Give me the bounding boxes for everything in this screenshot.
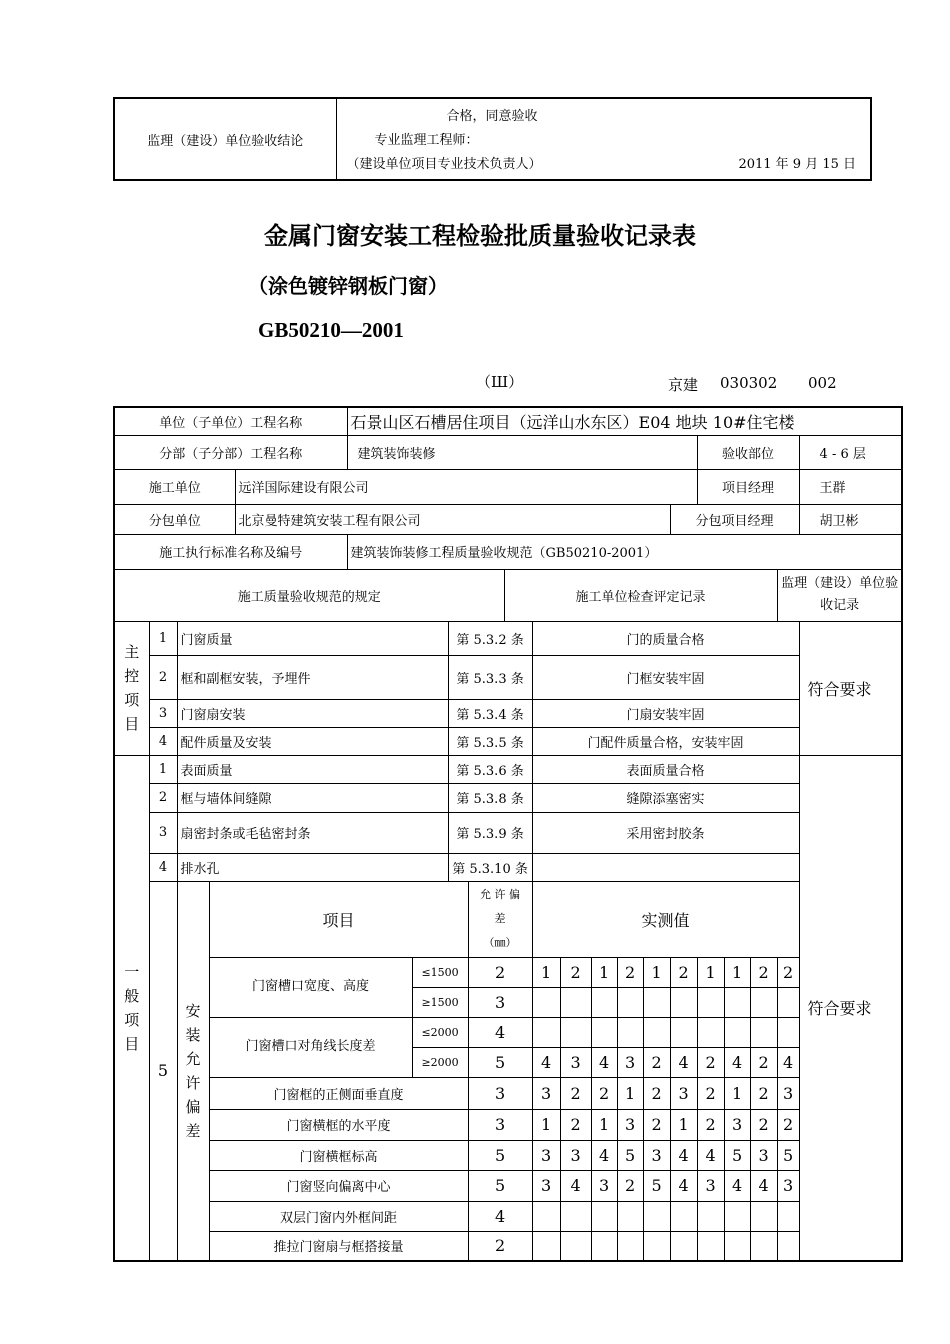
item-record: 采用密封胶条 <box>532 812 799 853</box>
item-no: 4 <box>149 727 177 755</box>
measured-value <box>591 1231 617 1261</box>
inspection-table <box>113 406 903 1262</box>
conclusion-label: 监理（建设）单位验收结论 <box>114 98 336 180</box>
measured-value <box>617 1017 643 1047</box>
conclusion-table <box>113 97 872 181</box>
measured-value: 4 <box>724 1047 750 1077</box>
subcontractor-value: 北京曼特建筑安装工程有限公司 <box>235 504 670 534</box>
measured-value: 3 <box>532 1140 560 1170</box>
item-clause: 第 5.3.5 条 <box>448 727 532 755</box>
subcontractor-label: 分包单位 <box>114 504 235 534</box>
measured-value: 2 <box>750 1109 777 1140</box>
measured-value: 2 <box>777 1109 799 1140</box>
measured-value <box>670 1231 697 1261</box>
measured-value: 2 <box>560 957 591 987</box>
measured-value: 2 <box>617 957 643 987</box>
measured-value <box>724 1201 750 1231</box>
part-name-value: 建筑装饰装修 <box>347 435 697 469</box>
part-name-label: 分部（子分部）工程名称 <box>114 435 347 469</box>
item-no: 3 <box>149 699 177 727</box>
measured-value <box>724 1017 750 1047</box>
measured-value: 4 <box>560 1170 591 1201</box>
measured-value <box>617 1231 643 1261</box>
measured-value <box>750 1201 777 1231</box>
measured-value: 2 <box>560 1109 591 1140</box>
item-name: 表面质量 <box>177 755 448 783</box>
measured-value <box>532 987 560 1017</box>
item-clause: 第 5.3.4 条 <box>448 699 532 727</box>
measured-value: 4 <box>724 1170 750 1201</box>
tolerance-condition: ≤1500 <box>412 957 468 987</box>
item-record: 门的质量合格 <box>532 621 799 655</box>
page-subtitle: （涂色镀锌钢板门窗） <box>248 274 448 298</box>
tolerance-allowed: 2 <box>468 957 532 987</box>
measured-value: 3 <box>643 1140 670 1170</box>
tolerance-allowed: 3 <box>468 1109 532 1140</box>
tolerance-allowed: 5 <box>468 1170 532 1201</box>
tolerance-item-name: 推拉门窗扇与框搭接量 <box>209 1231 468 1261</box>
item-clause: 第 5.3.6 条 <box>448 755 532 783</box>
item-name: 配件质量及安装 <box>177 727 448 755</box>
item-no: 1 <box>149 621 177 655</box>
measured-value: 2 <box>750 957 777 987</box>
general-items-label: 一 般 项 目 <box>114 755 149 1261</box>
item-record: 门配件质量合格，安装牢固 <box>532 727 799 755</box>
measured-value <box>750 987 777 1017</box>
tolerance-label: 安 装 允 许 偏 差 <box>177 881 209 1261</box>
measured-value: 2 <box>697 1077 724 1109</box>
main-items-result: 符合要求 <box>799 621 902 755</box>
general-items-result: 符合要求 <box>799 755 902 1261</box>
measured-value: 1 <box>591 957 617 987</box>
item-name: 门窗扇安装 <box>177 699 448 727</box>
measured-value: 1 <box>670 1109 697 1140</box>
measured-value: 2 <box>617 1170 643 1201</box>
measured-value: 4 <box>670 1170 697 1201</box>
item-name: 框与墙体间缝隙 <box>177 783 448 812</box>
main-items-label: 主 控 项 目 <box>114 621 149 755</box>
measured-value: 4 <box>591 1047 617 1077</box>
measured-value: 3 <box>750 1140 777 1170</box>
tolerance-allowed: 4 <box>468 1017 532 1047</box>
tolerance-no: 5 <box>149 881 177 1261</box>
measured-value: 3 <box>617 1047 643 1077</box>
measured-value <box>643 1017 670 1047</box>
measured-value <box>591 1017 617 1047</box>
measured-value: 1 <box>724 1077 750 1109</box>
tolerance-row <box>114 1077 902 1109</box>
measured-value: 4 <box>670 1047 697 1077</box>
sub-manager-value: 胡卫彬 <box>799 504 902 534</box>
item-no: 1 <box>149 755 177 783</box>
measured-value: 2 <box>643 1109 670 1140</box>
measured-value <box>697 1201 724 1231</box>
conclusion-body <box>336 98 871 180</box>
tolerance-allowed: 3 <box>468 1077 532 1109</box>
tolerance-item-name: 门窗横框标高 <box>209 1140 468 1170</box>
measured-value <box>532 1017 560 1047</box>
measured-value: 1 <box>532 957 560 987</box>
unit-name-label: 单位（子单位）工程名称 <box>114 407 347 435</box>
measured-value: 3 <box>560 1140 591 1170</box>
tolerance-item-name: 门窗横框的水平度 <box>209 1109 468 1140</box>
measured-value <box>670 987 697 1017</box>
conclusion-date: 2011 年 9 月 15 日 <box>738 157 856 172</box>
measured-value: 5 <box>617 1140 643 1170</box>
tolerance-allow-header: 允 许 偏 差 （㎜） <box>468 881 532 957</box>
item-no: 2 <box>149 655 177 699</box>
measured-value: 2 <box>697 1109 724 1140</box>
measured-value: 5 <box>777 1140 799 1170</box>
measured-value <box>777 1017 799 1047</box>
standard-code: GB50210—2001 <box>258 318 404 342</box>
location-label: 验收部位 <box>697 435 799 469</box>
supervise-header: 监理（建设）单位验收记录 <box>777 569 902 621</box>
measured-value: 3 <box>617 1109 643 1140</box>
measured-value <box>643 1201 670 1231</box>
unit-name-value: 石景山区石槽居住项目（远洋山水东区）E04 地块 10#住宅楼 <box>347 407 902 435</box>
record-number-2: 002 <box>808 374 837 392</box>
measured-value: 4 <box>591 1140 617 1170</box>
measured-value <box>560 1231 591 1261</box>
project-manager-label: 项目经理 <box>697 469 799 504</box>
check-header: 施工单位检查评定记录 <box>504 569 777 621</box>
measured-value: 3 <box>532 1170 560 1201</box>
item-no: 4 <box>149 853 177 881</box>
measured-value: 3 <box>777 1170 799 1201</box>
measured-value <box>777 1201 799 1231</box>
measured-value <box>697 1231 724 1261</box>
tolerance-condition: ≥2000 <box>412 1047 468 1077</box>
measured-value: 1 <box>617 1077 643 1109</box>
measured-value: 3 <box>532 1077 560 1109</box>
measured-value: 3 <box>670 1077 697 1109</box>
measured-value: 3 <box>697 1170 724 1201</box>
measured-header: 实测值 <box>532 881 799 957</box>
contractor-label: 施工单位 <box>114 469 235 504</box>
measured-value: 4 <box>750 1170 777 1201</box>
conclusion-engineer: 专业监理工程师： <box>374 133 479 148</box>
tolerance-condition: ≥1500 <box>412 987 468 1017</box>
measured-value <box>560 987 591 1017</box>
form-mark: （Ш） <box>476 373 524 391</box>
tolerance-item-name: 双层门窗内外框间距 <box>209 1201 468 1231</box>
tolerance-row <box>114 957 902 987</box>
tolerance-item-name: 门窗框的正侧面垂直度 <box>209 1077 468 1109</box>
record-prefix: 京建 <box>668 376 699 394</box>
measured-value <box>560 1017 591 1047</box>
item-record <box>532 853 799 881</box>
measured-value: 2 <box>777 957 799 987</box>
contractor-value: 远洋国际建设有限公司 <box>235 469 697 504</box>
measured-value <box>724 1231 750 1261</box>
measured-value <box>617 987 643 1017</box>
tolerance-row <box>114 1231 902 1261</box>
measured-value <box>670 1201 697 1231</box>
measured-value: 4 <box>697 1140 724 1170</box>
measured-value: 2 <box>560 1077 591 1109</box>
tolerance-item-name: 门窗槽口对角线长度差 <box>209 1017 412 1077</box>
measured-value: 2 <box>750 1047 777 1077</box>
item-clause: 第 5.3.3 条 <box>448 655 532 699</box>
conclusion-owner: （建设单位项目专业技术负责人） <box>346 157 542 172</box>
item-record: 表面质量合格 <box>532 755 799 783</box>
tolerance-row <box>114 1201 902 1231</box>
tolerance-row <box>114 1109 902 1140</box>
spec-header: 施工质量验收规范的规定 <box>114 569 504 621</box>
item-clause: 第 5.3.2 条 <box>448 621 532 655</box>
measured-value: 2 <box>591 1077 617 1109</box>
measured-value: 5 <box>724 1140 750 1170</box>
item-name: 扇密封条或毛毡密封条 <box>177 812 448 853</box>
standard-value: 建筑装饰装修工程质量验收规范（GB50210-2001） <box>347 534 902 569</box>
standard-label: 施工执行标准名称及编号 <box>114 534 347 569</box>
project-manager-value: 王群 <box>799 469 902 504</box>
tolerance-item-name: 门窗竖向偏离中心 <box>209 1170 468 1201</box>
measured-value: 2 <box>643 1077 670 1109</box>
tolerance-condition: ≤2000 <box>412 1017 468 1047</box>
location-value: 4 - 6 层 <box>799 435 902 469</box>
measured-value <box>591 987 617 1017</box>
item-no: 2 <box>149 783 177 812</box>
tolerance-row <box>114 1170 902 1201</box>
measured-value <box>670 1017 697 1047</box>
item-record: 缝隙添塞密实 <box>532 783 799 812</box>
measured-value: 3 <box>724 1109 750 1140</box>
tolerance-allowed: 5 <box>468 1140 532 1170</box>
measured-value: 1 <box>591 1109 617 1140</box>
item-name: 排水孔 <box>177 853 448 881</box>
measured-value: 4 <box>777 1047 799 1077</box>
measured-value: 5 <box>643 1170 670 1201</box>
item-no: 3 <box>149 812 177 853</box>
tolerance-item-name: 门窗槽口宽度、高度 <box>209 957 412 1017</box>
measured-value: 1 <box>697 957 724 987</box>
measured-value <box>750 1231 777 1261</box>
item-clause: 第 5.3.8 条 <box>448 783 532 812</box>
tolerance-row <box>114 1017 902 1047</box>
conclusion-result: 合格，同意验收 <box>446 109 538 124</box>
item-name: 门窗质量 <box>177 621 448 655</box>
tolerance-allowed: 3 <box>468 987 532 1017</box>
measured-value: 2 <box>643 1047 670 1077</box>
record-number-1: 030302 <box>720 374 778 392</box>
measured-value: 2 <box>697 1047 724 1077</box>
measured-value <box>560 1201 591 1231</box>
measured-value: 3 <box>777 1077 799 1109</box>
tolerance-row <box>114 1140 902 1170</box>
measured-value <box>532 1231 560 1261</box>
measured-value: 4 <box>670 1140 697 1170</box>
item-clause: 第 5.3.10 条 <box>448 853 532 881</box>
measured-value <box>750 1017 777 1047</box>
measured-value: 3 <box>560 1047 591 1077</box>
measured-value <box>532 1201 560 1231</box>
measured-value: 2 <box>750 1077 777 1109</box>
tolerance-allowed: 2 <box>468 1231 532 1261</box>
measured-value <box>697 987 724 1017</box>
item-name: 框和副框安装，予埋件 <box>177 655 448 699</box>
measured-value: 4 <box>532 1047 560 1077</box>
item-record: 门扇安装牢固 <box>532 699 799 727</box>
measured-value <box>697 1017 724 1047</box>
measured-value: 1 <box>724 957 750 987</box>
measured-value <box>724 987 750 1017</box>
measured-value <box>617 1201 643 1231</box>
tolerance-allowed: 4 <box>468 1201 532 1231</box>
measured-value <box>777 987 799 1017</box>
measured-value: 2 <box>670 957 697 987</box>
measured-value: 1 <box>643 957 670 987</box>
item-record: 门框安装牢固 <box>532 655 799 699</box>
tolerance-item-header: 项目 <box>209 881 468 957</box>
measured-value: 1 <box>532 1109 560 1140</box>
item-clause: 第 5.3.9 条 <box>448 812 532 853</box>
measured-value <box>643 1231 670 1261</box>
measured-value <box>643 987 670 1017</box>
measured-value <box>591 1201 617 1231</box>
tolerance-allowed: 5 <box>468 1047 532 1077</box>
page-title: 金属门窗安装工程检验批质量验收记录表 <box>264 221 696 250</box>
measured-value: 3 <box>591 1170 617 1201</box>
sub-manager-label: 分包项目经理 <box>670 504 799 534</box>
measured-value <box>777 1231 799 1261</box>
